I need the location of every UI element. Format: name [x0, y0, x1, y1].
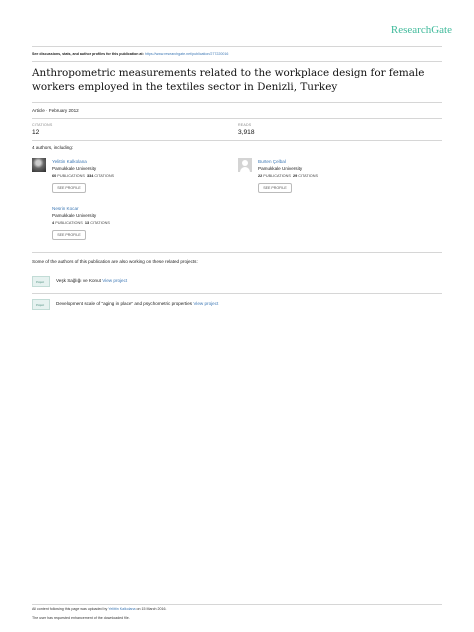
- author-institution: Pamukkale University: [52, 213, 97, 218]
- project-name: Veşk Sağlığı ve Konut: [56, 278, 101, 283]
- author-counts: [258, 174, 318, 178]
- disclaimer-line: [32, 52, 442, 56]
- footer-rule: [32, 604, 442, 605]
- see-profile-button[interactable]: SEE PROFILE: [52, 183, 86, 193]
- citations-label: CITATIONS: [94, 174, 115, 178]
- project-title: [56, 278, 127, 283]
- publications-label: PUBLICATIONS: [57, 174, 85, 178]
- header-rule: [32, 46, 442, 47]
- stats-rule: [32, 140, 442, 141]
- related-projects-heading: Some of the authors of this publication are also working on these related projects:: [32, 259, 198, 264]
- citations-count: 29: [293, 174, 298, 178]
- see-profile-button[interactable]: SEE PROFILE: [52, 230, 86, 240]
- citations-count: 13: [84, 221, 90, 225]
- author-name-link[interactable]: Burten Çelbal: [258, 159, 286, 164]
- publication-url-link[interactable]: https://www.researchgate.net/publication/277220016: [144, 52, 229, 56]
- citations-value: 12: [32, 129, 40, 136]
- author-counts: [52, 221, 110, 225]
- authors-rule: [32, 252, 442, 253]
- meta-rule: [32, 118, 442, 119]
- author-name-link[interactable]: Nesrin Kocar: [52, 206, 79, 211]
- disclaimer-prefix: See discussions, stats, and author profiles for this publication at:: [32, 52, 144, 56]
- publications-label: PUBLICATIONS: [263, 174, 291, 178]
- uploader-link[interactable]: Yelittin Kalkolana: [108, 607, 136, 611]
- project-name: Development scale of "aging in place" and psychometric properties: [56, 301, 193, 306]
- citations-label: CITATIONS: [298, 174, 318, 178]
- footer-upload-line: [32, 607, 166, 611]
- publication-title: Anthropometric measurements related to the workplace design for female workers employed in the textiles sector in Denizli, Turkey: [32, 67, 425, 93]
- project-item: [32, 299, 332, 311]
- authors-heading: 4 authors, including:: [32, 145, 74, 150]
- author-card: [52, 205, 252, 245]
- author-institution: Pamukkale University: [258, 166, 303, 171]
- author-counts: [52, 174, 114, 178]
- publications-count: 60: [52, 174, 57, 178]
- view-project-link[interactable]: View project: [102, 278, 128, 283]
- publications-count: 22: [258, 174, 263, 178]
- project-item: [32, 276, 332, 288]
- citations-count: 334: [87, 174, 94, 178]
- project-thumbnail[interactable]: [32, 299, 50, 310]
- author-name-link[interactable]: Yelittin Kalkolana: [52, 159, 87, 164]
- author-avatar[interactable]: [32, 158, 46, 172]
- project-title: [56, 301, 218, 306]
- author-avatar[interactable]: [238, 158, 252, 172]
- footer-enhancement-note: The user has requested enhancement of the downloaded file.: [32, 616, 130, 620]
- citations-label: CITATIONS: [90, 221, 110, 225]
- citations-label: CITATIONS: [32, 123, 53, 127]
- publications-label: PUBLICATIONS: [55, 221, 83, 225]
- title-bottom-rule: [32, 102, 442, 103]
- title-rule: [32, 61, 442, 62]
- view-project-link[interactable]: View project: [193, 301, 219, 306]
- author-card: [32, 158, 232, 198]
- footer-upload-prefix: All content following this page was uploaded by: [32, 607, 108, 611]
- reads-value: 3,918: [238, 129, 255, 136]
- publications-count: 4: [52, 221, 55, 225]
- project-thumbnail[interactable]: [32, 276, 50, 287]
- related-rule: [32, 293, 442, 294]
- researchgate-logo[interactable]: ResearchGate: [390, 24, 452, 36]
- see-profile-button[interactable]: SEE PROFILE: [258, 183, 292, 193]
- reads-label: READS: [238, 123, 252, 127]
- article-meta: Article · February 2012: [32, 108, 79, 113]
- author-card: [238, 158, 438, 198]
- author-institution: Pamukkale University: [52, 166, 97, 171]
- footer-upload-date: on 15 March 2016.: [136, 607, 167, 611]
